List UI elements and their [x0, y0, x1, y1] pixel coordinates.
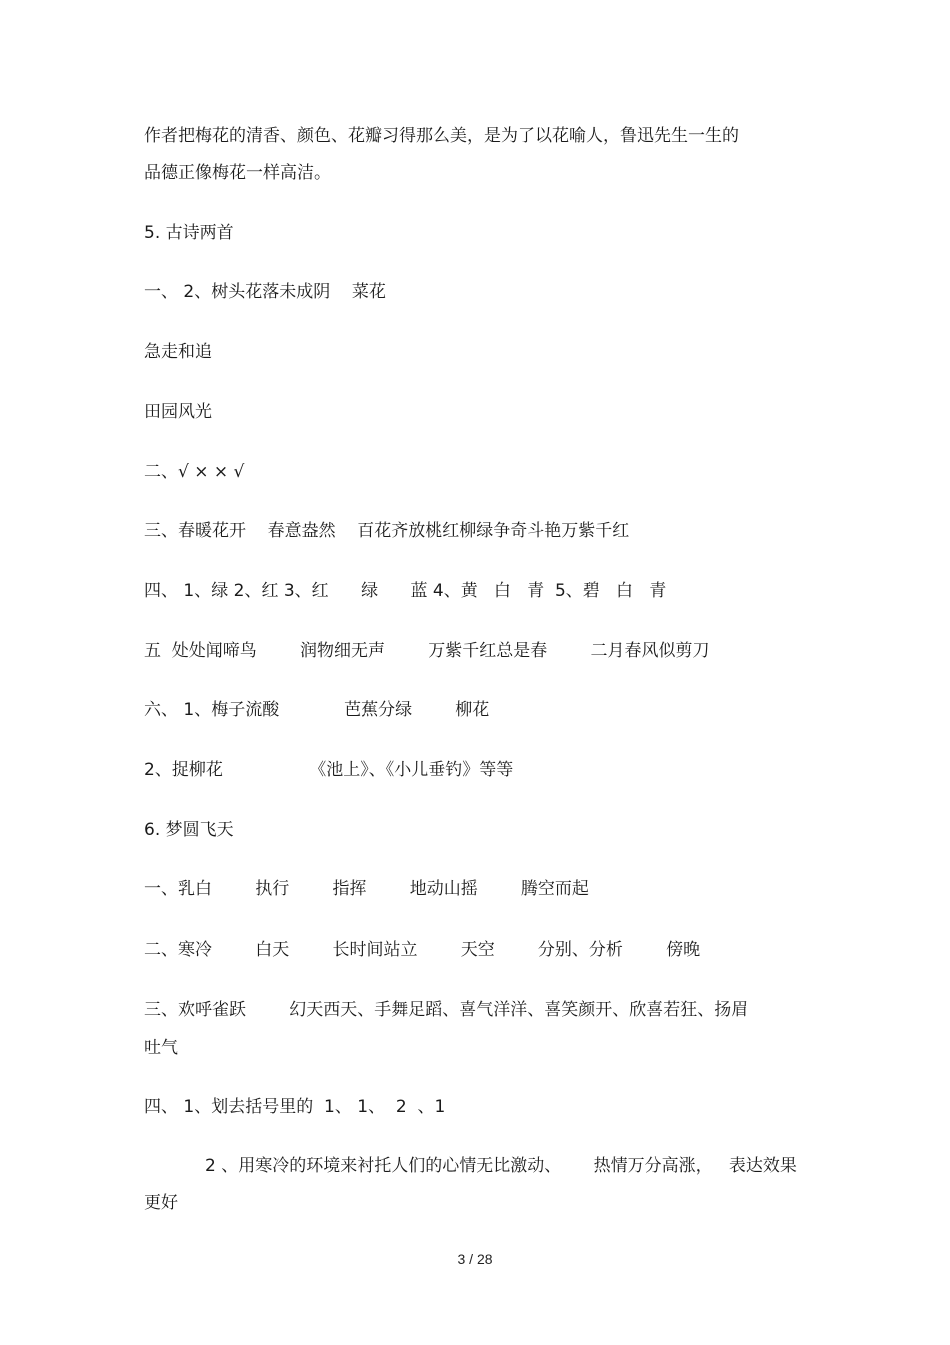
text-line: 更好 [144, 1193, 178, 1213]
text-line: 四、 1、划去括号里的 1、 1、 2 、1 [144, 1097, 446, 1117]
section-heading: 5. 古诗两首 [144, 223, 234, 243]
text-line: 一、乳白 执行 指挥 地动山摇 腾空而起 [144, 879, 589, 899]
text-line: 一、 2、树头花落未成阴 菜花 [144, 282, 386, 302]
text-line: 五 处处闻啼鸟 润物细无声 万紫千红总是春 二月春风似剪刀 [144, 641, 710, 661]
section-heading: 6. 梦圆飞天 [144, 820, 234, 840]
text-line: 2 、用寒冷的环境来衬托人们的心情无比激动、 热情万分高涨， 表达效果 [205, 1156, 797, 1176]
text-line: 三、春暖花开 春意盎然 百花齐放桃红柳绿争奇斗艳万紫千红 [144, 521, 630, 541]
text-line: 田园风光 [144, 402, 212, 422]
text-line: 作者把梅花的清香、颜色、花瓣习得那么美，是为了以花喻人，鲁迅先生一生的 [144, 126, 739, 146]
text-line: 六、 1、梅子流酸 芭蕉分绿 柳花 [144, 700, 490, 720]
text-line: 三、欢呼雀跃 幻天西天、手舞足蹈、喜气洋洋、喜笑颜开、欣喜若狂、扬眉 [144, 1000, 749, 1020]
text-line: 二、寒冷 白天 长时间站立 天空 分别、分析 傍晚 [144, 940, 701, 960]
text-line: 吐气 [144, 1038, 178, 1058]
text-line: 急走和追 [144, 342, 212, 362]
text-line: 2、捉柳花 《池上》、《小儿垂钓》等等 [144, 760, 514, 780]
text-line: 四、 1、绿 2、红 3、红 绿 蓝 4、黄 白 青 5、碧 白 青 [144, 581, 667, 601]
text-line: 二、√ × × √ [144, 462, 245, 482]
text-line: 品德正像梅花一样高洁。 [144, 163, 331, 183]
page-number: 3 / 28 [457, 1251, 493, 1267]
